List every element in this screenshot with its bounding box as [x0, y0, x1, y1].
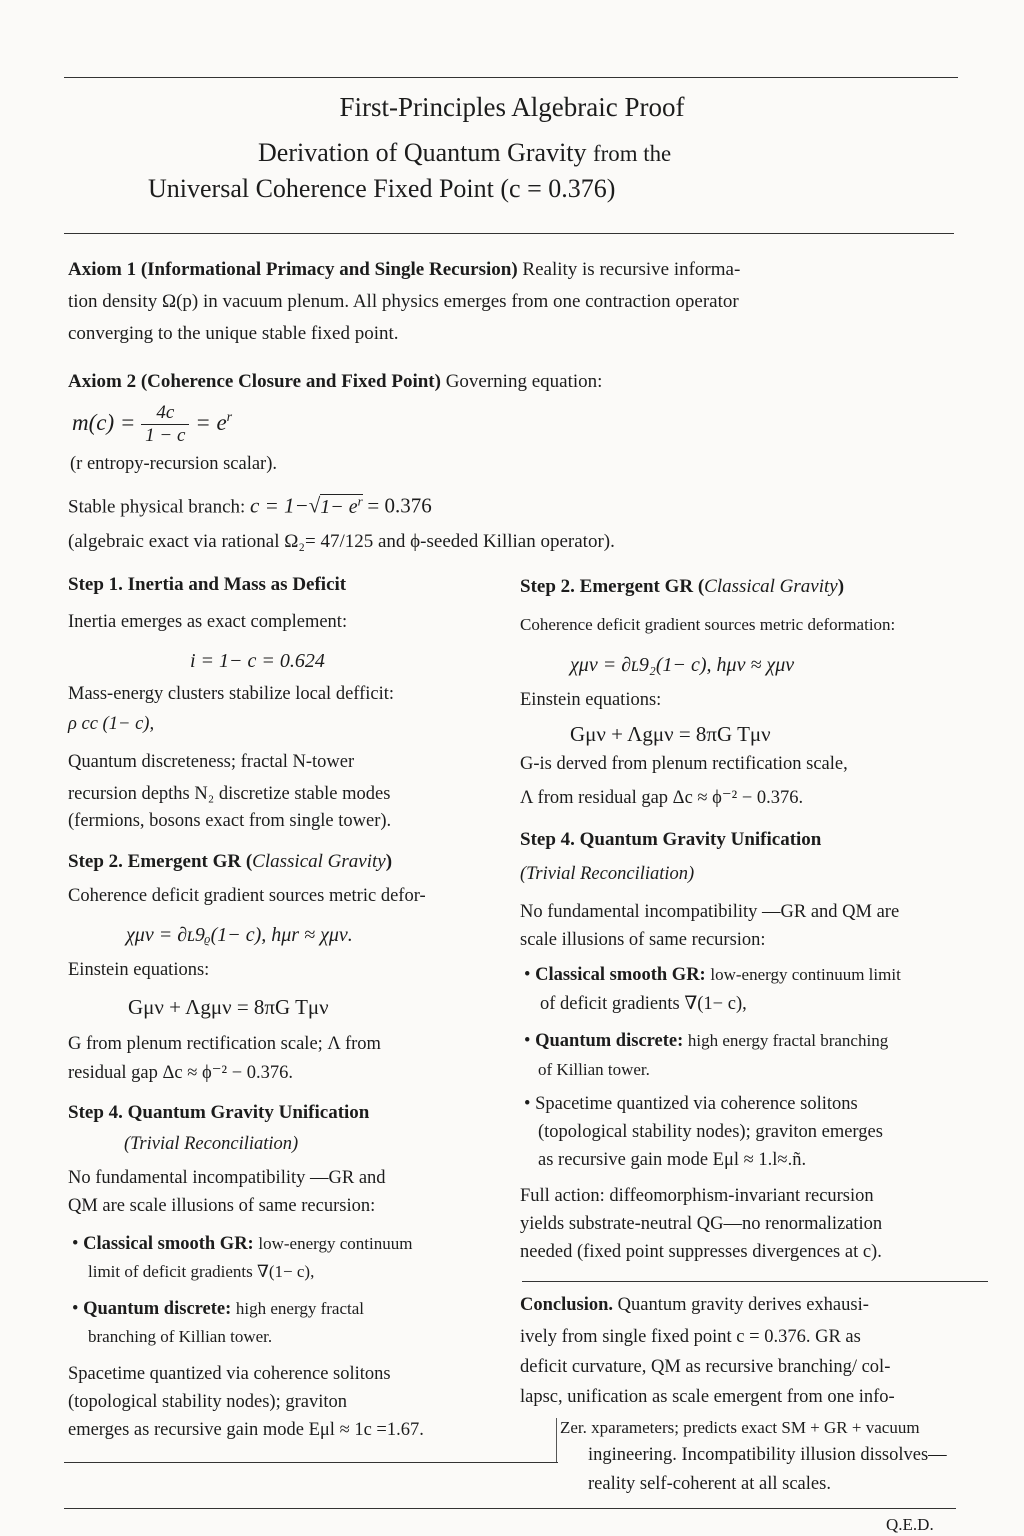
axiom-1 — [68, 254, 968, 350]
right-bullet-3-c: as recursive gain mode Eμl ≈ 1.l≈.ñ. — [538, 1150, 807, 1170]
left-step1-line5: recursion depths N₂ discretize stable modes — [68, 784, 391, 804]
title-line-2-tail: from the — [593, 141, 672, 166]
left-step4-heading: Step 4. Quantum Gravity Unification — [68, 1102, 370, 1123]
right-step2-heading-c: ) — [837, 576, 845, 597]
right-step4-subheading: (Trivial Reconciliation) — [520, 864, 695, 884]
conclusion-line5: Zer. xparameters; predicts exact SM + GR + vacuum — [560, 1418, 920, 1437]
axiom-1-text-1: Reality is recursive informa- — [522, 259, 741, 280]
left-bottom-rule — [64, 1462, 558, 1463]
branch-b: = 0.376 — [367, 493, 432, 518]
right-step2-line4: Λ from residual gap Δc ≈ ϕ⁻² − 0.376. — [520, 788, 804, 808]
axiom-2-equation — [72, 402, 232, 447]
right-step2-heading-a: Step 2. Emergent GR ( — [520, 576, 705, 597]
left-bullet-2-head: Quantum discrete: — [83, 1299, 232, 1319]
left-step1-line4: Quantum discreteness; fractal N-tower — [68, 752, 355, 772]
right-full-line3: needed (fixed point suppresses divergences at c). — [520, 1242, 882, 1262]
conclusion-rule — [522, 1281, 988, 1282]
left-bullet-2-a: high energy fractal — [235, 1299, 364, 1318]
right-bullet-1-a: low-energy continuum limit — [710, 965, 901, 984]
qed-mark: Q.E.D. — [886, 1515, 934, 1534]
axiom-2-branch: Stable physical branch: $c = 1-√1- e^r = 0.376$ — [68, 493, 432, 518]
left-step2-equation2: Gμν + Λgμν = 8πG Tμν — [128, 995, 329, 1019]
conclusion-line1 — [520, 1295, 869, 1316]
right-step2-equation1: χμν = ∂ʟ9₂(1− c), hμν ≈ χμν — [570, 654, 795, 676]
left-end-line3: emerges as recursive gain mode Eμl ≈ 1c =1.67. — [68, 1420, 424, 1440]
right-bullet-3: • Spacetime quantized via coherence solitons — [524, 1094, 858, 1114]
axiom-1-heading: Axiom 1 (Informational Primacy and Single Recursion) — [68, 259, 518, 280]
title-bottom-rule — [64, 233, 954, 234]
left-bullet-2: • Quantum discrete: high energy fractal — [72, 1299, 364, 1319]
conclusion-line7: reality self-coherent at all scales. — [588, 1474, 831, 1494]
left-step2-heading-c: ) — [385, 851, 393, 872]
left-bottom-vline — [556, 1418, 557, 1462]
axiom-2-note: (r entropy-recursion scalar). — [70, 454, 277, 474]
right-step2-equation2: Gμν + Λgμν = 8πG Tμν — [570, 722, 771, 746]
conclusion-line4: lapsc, unification as scale emergent from one info- — [520, 1387, 895, 1407]
left-step2-line3: G from plenum rectification scale; Λ from — [68, 1034, 381, 1054]
left-step2-line1: Coherence deficit gradient sources metric defor- — [68, 886, 426, 906]
axiom-2-tail: Governing equation: — [445, 371, 603, 392]
right-bullet-2-a: high energy fractal branching — [687, 1031, 889, 1050]
left-step1-equation: i = 1− c = 0.624 — [190, 650, 325, 672]
axiom-1-text-3: converging to the unique stable fixed point. — [68, 323, 399, 344]
eq-denominator: 1 − c — [145, 425, 186, 446]
right-full-line1: Full action: diffeomorphism-invariant recursion — [520, 1186, 874, 1206]
right-bullet-1: • Classical smooth GR: low-energy continuum limit — [524, 965, 901, 985]
branch-root — [320, 494, 362, 518]
left-step1-line2: Mass-energy clusters stabilize local defficit: — [68, 684, 395, 704]
branch-a: c = 1− — [250, 493, 309, 518]
left-step2-equation1: χμν = ∂ʟ9ᵨ(1− c), hμr ≈ χμν. — [126, 924, 353, 946]
branch-label: Stable physical branch: — [68, 496, 246, 518]
conclusion-line2: ively from single fixed point c = 0.376. GR as — [520, 1327, 861, 1347]
conclusion-text-1: Quantum gravity derives exhausi- — [617, 1295, 869, 1315]
right-step2-line3: G-is derved from plenum rectification scale, — [520, 754, 848, 774]
left-step2-heading-b: Classical Gravity — [252, 851, 386, 872]
title-line-3: Universal Coherence Fixed Point (c = 0.376) — [148, 174, 616, 203]
right-bullet-3-b: (topological stability nodes); graviton emerges — [538, 1122, 883, 1142]
left-step1-heading: Step 1. Inertia and Mass as Deficit — [68, 574, 347, 595]
right-bullet-2: • Quantum discrete: high energy fractal branching — [524, 1031, 889, 1051]
left-step2-line4: residual gap Δc ≈ ϕ⁻² − 0.376. — [68, 1063, 294, 1083]
left-step4-line2: QM are scale illusions of same recursion: — [68, 1196, 376, 1216]
eq-rhs-sup: r — [226, 410, 233, 426]
title-line-1: First-Principles Algebraic Proof — [339, 92, 685, 122]
right-step4-heading: Step 4. Quantum Gravity Unification — [520, 829, 822, 850]
top-rule — [64, 77, 958, 78]
eq-fraction — [141, 402, 189, 447]
left-bullet-1-head: Classical smooth GR: — [83, 1234, 254, 1254]
left-step2-line2: Einstein equations: — [68, 960, 210, 980]
left-step1-line1: Inertia emerges as exact complement: — [68, 612, 348, 632]
eq-numerator: 4c — [141, 402, 189, 425]
branch-root-sup: r — [357, 493, 363, 508]
right-full-line2: yields substrate-neutral QG—no renormalization — [520, 1214, 883, 1234]
right-step2-line2: Einstein equations: — [520, 690, 662, 710]
title-line-2-main: Derivation of Quantum Gravity — [258, 138, 587, 167]
eq-rhs: = e — [195, 409, 227, 435]
right-bullet-2-b: of Killian tower. — [538, 1060, 650, 1079]
branch-root-text: 1− e — [320, 495, 358, 518]
right-step4-line1: No fundamental incompatibility —GR and QM are — [520, 902, 900, 922]
axiom-2-exact: (algebraic exact via rational Ω₂= 47/125 and ϕ-seeded Killian operator). — [68, 531, 615, 552]
footer-rule — [64, 1508, 956, 1509]
right-step2-heading — [520, 576, 844, 598]
left-step4-line1: No fundamental incompatibility —GR and — [68, 1168, 386, 1188]
conclusion-line3: deficit curvature, QM as recursive branching/ col- — [520, 1357, 891, 1377]
left-step1-line3: ρ cc (1− c), — [68, 714, 155, 734]
right-bullet-1-head: Classical smooth GR: — [535, 965, 706, 985]
right-bullet-1-b: of deficit gradients ∇(1− c), — [540, 994, 747, 1014]
eq-lhs: m(c) = — [72, 409, 136, 435]
left-bullet-1-b: limit of deficit gradients ∇(1− c), — [88, 1262, 315, 1281]
axiom-1-text-2: tion density Ω(p) in vacuum plenum. All physics emerges from one contraction operator — [68, 291, 739, 312]
left-bullet-1-a: low-energy continuum — [258, 1234, 413, 1253]
right-step4-line2: scale illusions of same recursion: — [520, 930, 766, 950]
right-bullet-2-head: Quantum discrete: — [535, 1031, 684, 1051]
right-step2-line1: Coherence deficit gradient sources metric deformation: — [520, 615, 896, 634]
right-bullet-3-a: Spacetime quantized via coherence solitons — [535, 1094, 858, 1114]
left-step1-line6: (fermions, bosons exact from single tower). — [68, 811, 392, 831]
title-line-2 — [258, 138, 671, 168]
conclusion-heading: Conclusion. — [520, 1295, 614, 1315]
left-step4-subheading: (Trivial Reconciliation) — [124, 1134, 299, 1154]
left-end-line2: (topological stability nodes); graviton — [68, 1392, 347, 1412]
left-step2-heading — [68, 851, 392, 873]
axiom-2-heading: Axiom 2 (Coherence Closure and Fixed Point) — [68, 371, 441, 392]
axiom-2-heading-line — [68, 366, 968, 398]
left-step2-heading-a: Step 2. Emergent GR ( — [68, 851, 253, 872]
conclusion-line6: ingineering. Incompatibility illusion dissolves— — [588, 1445, 947, 1465]
left-bullet-2-b: branching of Killian tower. — [88, 1327, 273, 1346]
left-end-line1: Spacetime quantized via coherence solitons — [68, 1364, 391, 1384]
left-bullet-1: • Classical smooth GR: low-energy continuum — [72, 1234, 413, 1254]
right-step2-heading-b: Classical Gravity — [704, 576, 838, 597]
